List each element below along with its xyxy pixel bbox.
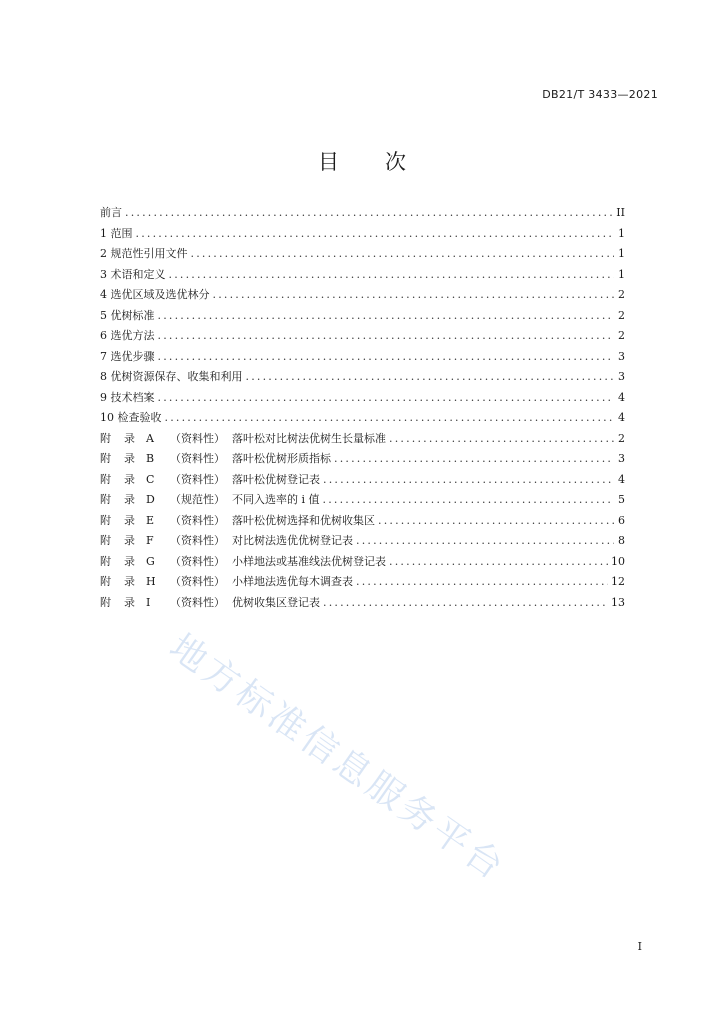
appendix-prefix-2: 录 <box>124 472 135 486</box>
appendix-entry[interactable] <box>100 511 625 532</box>
appendix-prefix-1: 附 <box>100 493 111 506</box>
appendix-prefix-2: 录 <box>124 534 135 547</box>
toc-entry[interactable] <box>100 367 625 388</box>
toc-entry-page: 1 <box>618 226 625 240</box>
appendix-prefix-1: 附 <box>100 431 111 445</box>
toc-leader-dots <box>323 490 614 511</box>
appendix-page: 2 <box>618 431 625 445</box>
page-title <box>0 146 724 176</box>
toc-leader-dots <box>158 347 615 368</box>
toc-leader-dots <box>356 572 608 593</box>
appendix-label <box>100 449 331 470</box>
toc-entry-label: 9 技术档案 <box>100 390 155 404</box>
appendix-letter: G <box>146 554 155 568</box>
appendix-entry[interactable] <box>100 470 625 491</box>
toc-entry[interactable] <box>100 244 625 265</box>
appendix-prefix-2: 录 <box>124 431 135 445</box>
toc-leader-dots <box>125 203 613 224</box>
appendix-label <box>100 531 353 552</box>
toc-entry-page: 4 <box>618 411 625 424</box>
toc-leader-dots <box>191 244 615 265</box>
toc-entry-page: 3 <box>618 349 625 363</box>
appendix-page: 4 <box>618 472 625 486</box>
toc-leader-dots <box>158 388 615 409</box>
toc-entry[interactable] <box>100 265 625 286</box>
appendix-page: 10 <box>611 554 625 568</box>
appendix-label <box>100 429 386 450</box>
toc-entry-label: 10 检查验收 <box>100 411 162 424</box>
appendix-title: 落叶松优树形质指标 <box>232 452 331 465</box>
appendix-type: （资料性） <box>170 575 225 588</box>
appendix-letter: A <box>146 431 154 445</box>
toc-leader-dots <box>323 470 614 491</box>
appendix-prefix-1: 附 <box>100 513 111 527</box>
page-title-part-2: 次 <box>385 150 406 174</box>
appendix-letter: E <box>146 513 155 527</box>
watermark-text: 地方标准信息服务平台 <box>161 626 514 890</box>
appendix-title: 落叶松对比树法优树生长量标准 <box>232 431 386 445</box>
toc-leader-dots <box>246 367 615 388</box>
toc-entry[interactable] <box>100 306 625 327</box>
toc-entry-page: 1 <box>618 247 625 260</box>
appendix-title: 落叶松优树选择和优树收集区 <box>232 513 375 527</box>
page-number: I <box>637 940 642 953</box>
appendix-prefix-1: 附 <box>100 534 111 547</box>
toc-entry-label: 1 范围 <box>100 226 133 240</box>
appendix-prefix-2: 录 <box>124 513 135 527</box>
appendix-prefix-1: 附 <box>100 575 111 588</box>
toc-leader-dots <box>213 285 615 306</box>
toc-entry-page: 1 <box>618 267 625 281</box>
appendix-page: 12 <box>611 575 625 588</box>
appendix-type: （规范性） <box>170 493 225 506</box>
toc-entry-label: 4 选优区域及选优林分 <box>100 288 210 301</box>
appendix-entry[interactable] <box>100 552 625 573</box>
appendix-prefix-1: 附 <box>100 595 111 609</box>
appendix-prefix-2: 录 <box>124 554 135 568</box>
toc-entry-label: 前言 <box>100 206 122 219</box>
toc-leader-dots <box>165 408 615 429</box>
appendix-label <box>100 572 353 593</box>
appendix-page: 5 <box>618 493 625 506</box>
appendix-page: 13 <box>611 595 625 609</box>
appendix-letter: D <box>146 493 155 506</box>
appendix-prefix-2: 录 <box>124 452 135 465</box>
toc-entry-label: 3 术语和定义 <box>100 267 166 281</box>
appendix-title: 对比树法选优优树登记表 <box>232 534 353 547</box>
toc-entry-page: 2 <box>618 288 625 301</box>
toc-entry[interactable] <box>100 224 625 245</box>
toc-entry-label: 7 选优步骤 <box>100 349 155 363</box>
appendix-title: 落叶松优树登记表 <box>232 472 320 486</box>
appendix-letter: C <box>146 472 155 486</box>
toc-leader-dots <box>334 449 614 470</box>
toc-entry-label: 5 优树标准 <box>100 308 155 322</box>
toc-entry-label: 8 优树资源保存、收集和利用 <box>100 370 243 383</box>
toc-entry[interactable] <box>100 347 625 368</box>
appendix-type: （资料性） <box>170 452 225 465</box>
toc-entry-page: 3 <box>618 370 625 383</box>
table-of-contents <box>100 203 625 613</box>
appendix-prefix-2: 录 <box>124 575 135 588</box>
toc-entry-page: 2 <box>618 308 625 322</box>
toc-leader-dots <box>389 429 614 450</box>
toc-leader-dots <box>323 593 608 614</box>
appendix-prefix-1: 附 <box>100 452 111 465</box>
appendix-letter: H <box>146 575 156 588</box>
appendix-title: 小样地法或基准线法优树登记表 <box>232 554 386 568</box>
appendix-entry[interactable] <box>100 429 625 450</box>
appendix-title: 不同入选率的 i 值 <box>232 493 320 506</box>
document-number: DB21/T 3433—2021 <box>542 88 658 101</box>
appendix-page: 8 <box>618 534 625 547</box>
toc-entry[interactable] <box>100 408 625 429</box>
appendix-letter: F <box>146 534 154 547</box>
appendix-type: （资料性） <box>170 431 225 445</box>
toc-entry-page: 2 <box>618 329 625 342</box>
appendix-entry[interactable] <box>100 593 625 614</box>
toc-entry-label: 2 规范性引用文件 <box>100 247 188 260</box>
appendix-letter: B <box>146 452 155 465</box>
toc-leader-dots <box>136 224 615 245</box>
toc-entry[interactable] <box>100 203 625 224</box>
toc-entry[interactable] <box>100 388 625 409</box>
appendix-entry[interactable] <box>100 490 625 511</box>
appendix-letter: I <box>146 595 151 609</box>
appendix-prefix-2: 录 <box>124 595 135 609</box>
appendix-title: 优树收集区登记表 <box>232 595 320 609</box>
toc-leader-dots <box>158 326 615 347</box>
appendix-label <box>100 593 320 614</box>
appendix-type: （资料性） <box>170 595 225 609</box>
appendix-label <box>100 552 386 573</box>
toc-leader-dots <box>389 552 608 573</box>
appendix-title: 小样地法选优每木调查表 <box>232 575 353 588</box>
toc-entry[interactable] <box>100 326 625 347</box>
appendix-label <box>100 490 320 511</box>
appendix-entry[interactable] <box>100 531 625 552</box>
toc-entry-label: 6 选优方法 <box>100 329 155 342</box>
toc-entry-page: II <box>616 206 625 219</box>
appendix-type: （资料性） <box>170 554 225 568</box>
appendix-entry[interactable] <box>100 572 625 593</box>
appendix-prefix-1: 附 <box>100 554 111 568</box>
toc-entry[interactable] <box>100 285 625 306</box>
toc-leader-dots <box>169 265 615 286</box>
toc-leader-dots <box>158 306 615 327</box>
toc-entry-page: 4 <box>618 390 625 404</box>
appendix-type: （资料性） <box>170 513 225 527</box>
appendix-type: （资料性） <box>170 534 225 547</box>
appendix-label <box>100 470 320 491</box>
appendix-prefix-2: 录 <box>124 493 135 506</box>
appendix-prefix-1: 附 <box>100 472 111 486</box>
appendix-type: （资料性） <box>170 472 225 486</box>
appendix-label <box>100 511 375 532</box>
toc-leader-dots <box>378 511 614 532</box>
toc-leader-dots <box>356 531 614 552</box>
appendix-page: 3 <box>618 452 625 465</box>
appendix-page: 6 <box>618 513 625 527</box>
appendix-entry[interactable] <box>100 449 625 470</box>
page-title-part-1: 目 <box>318 150 339 174</box>
